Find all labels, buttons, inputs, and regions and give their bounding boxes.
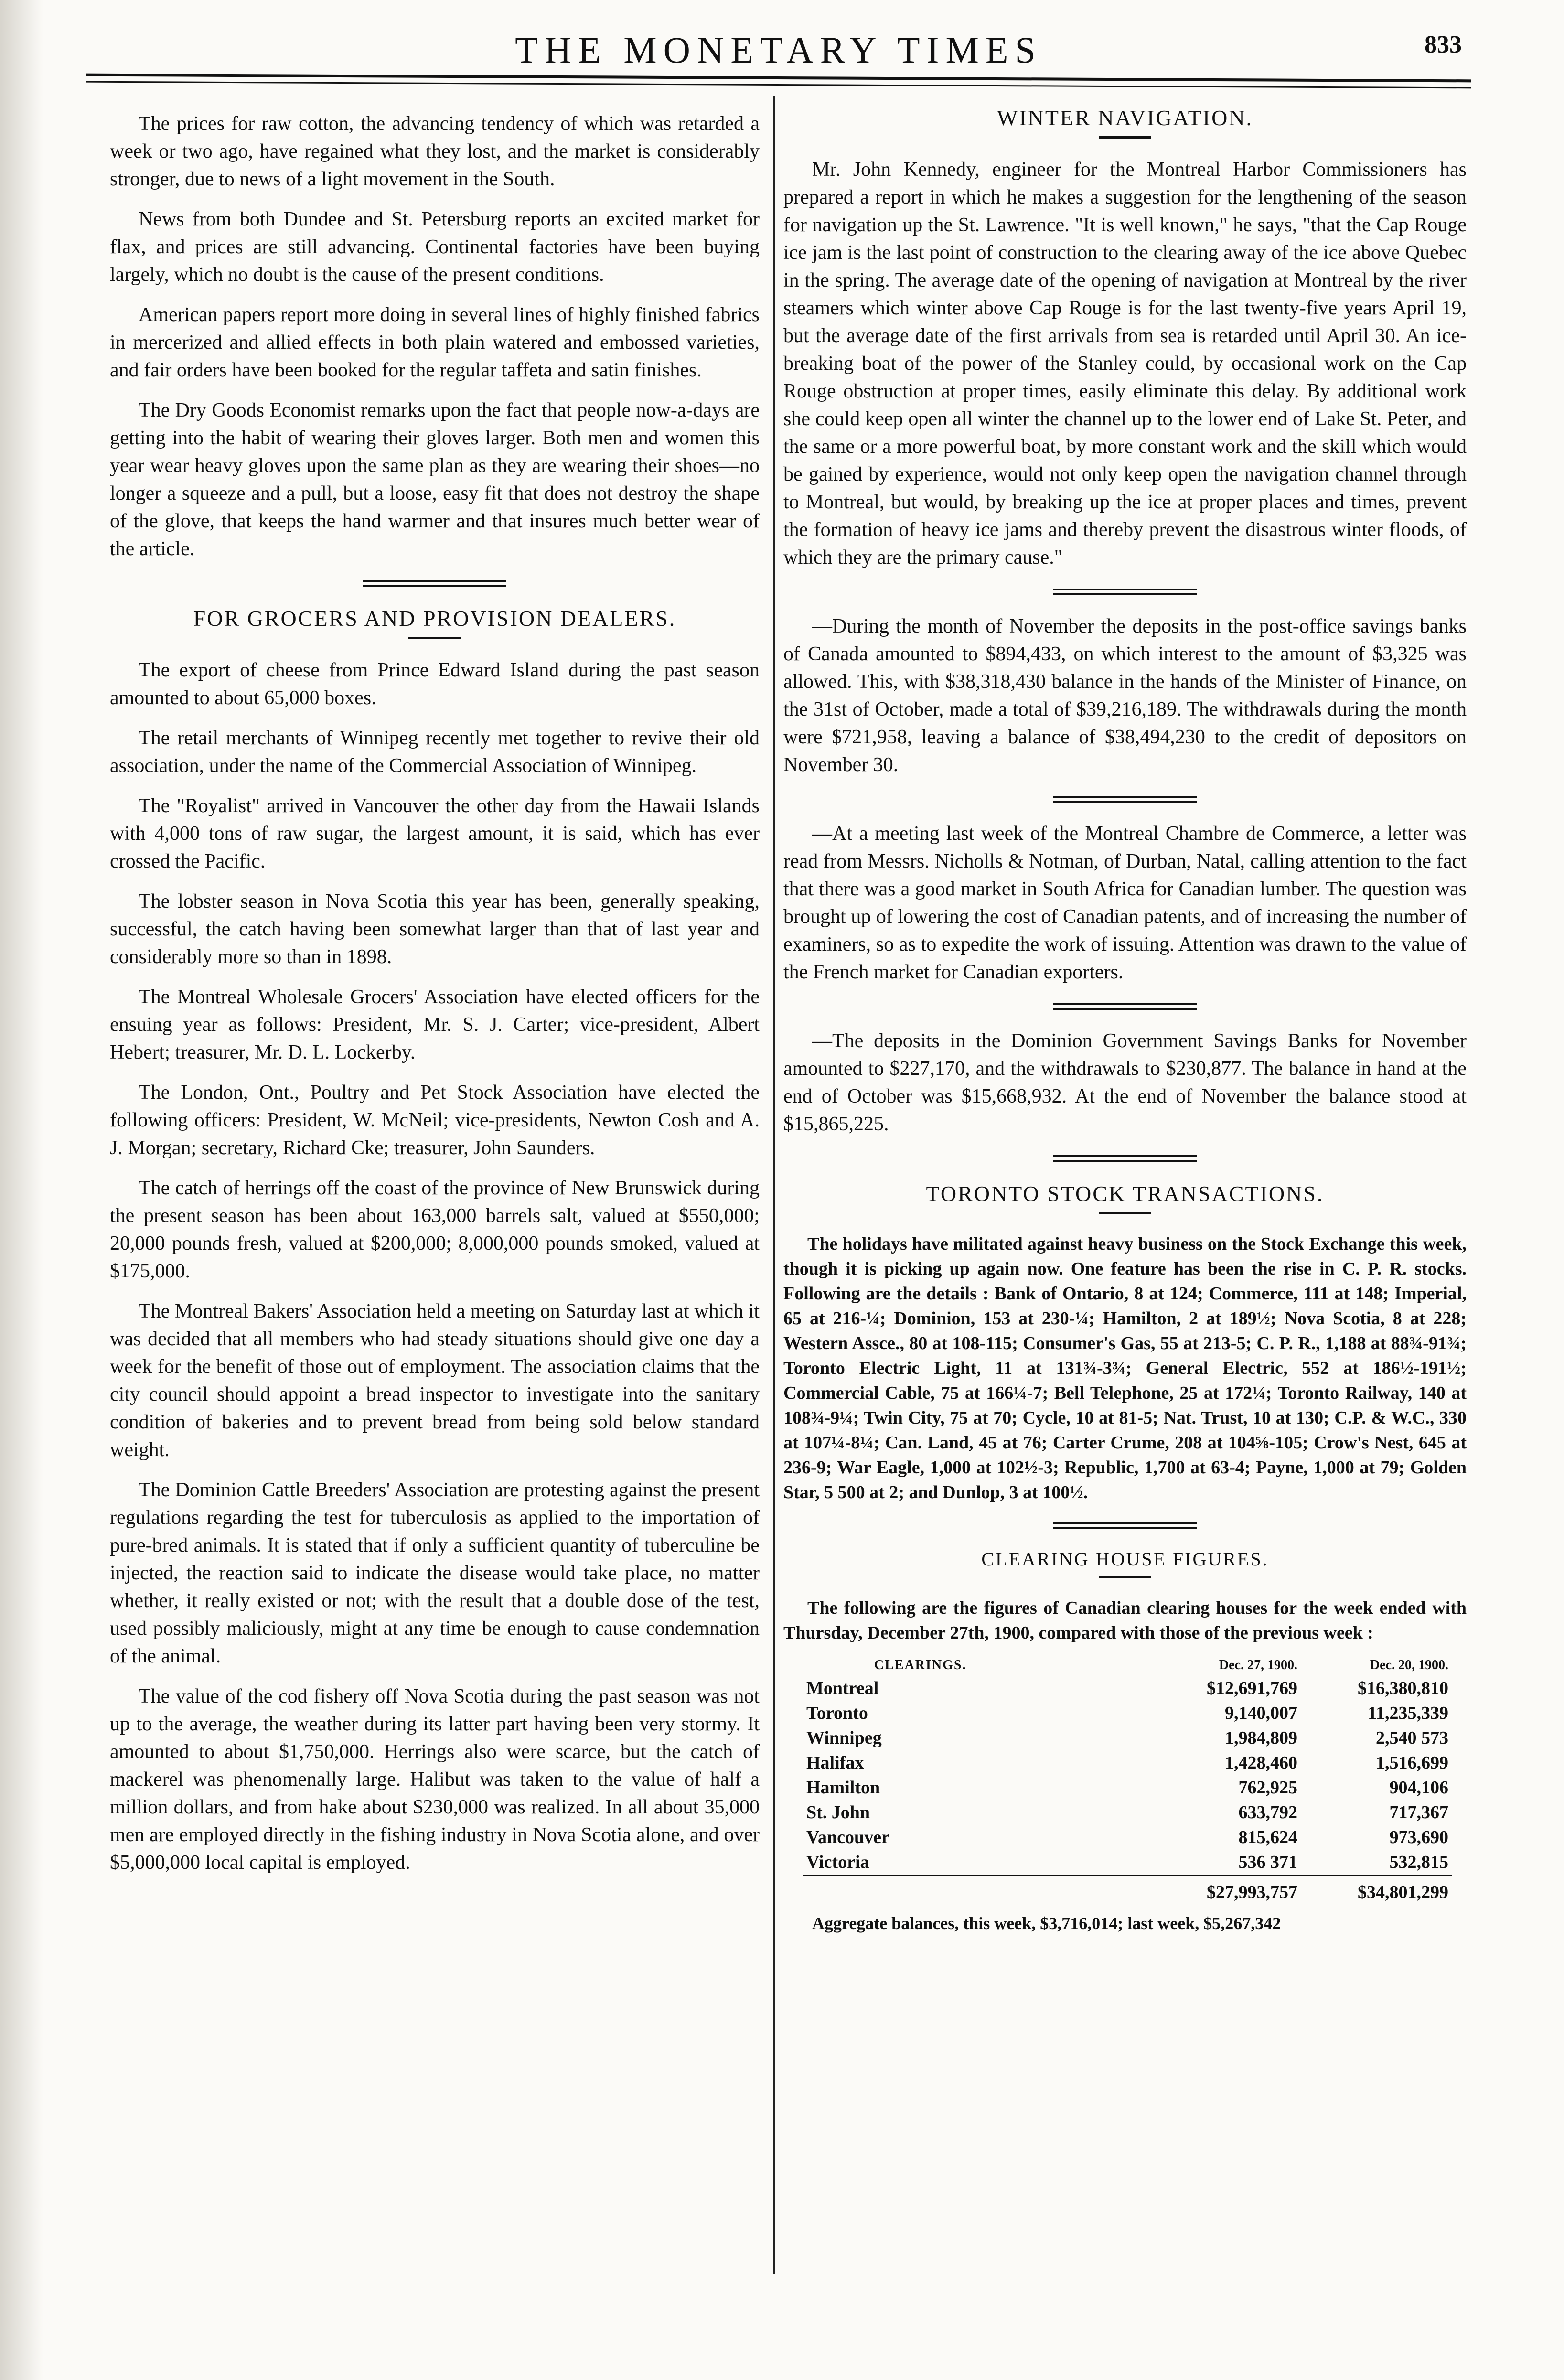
previous-clearing: 973,690 — [1389, 1827, 1448, 1847]
article-paragraph: The Dry Goods Economist remarks upon the fact that people now-a-days are getting into the habit of wearing their gloves larger. Both men and women this year wear heavy gloves upon the same plan as they are wearing their shoes—no longer a squeeze and a pull, but a loose, easy fit that does not destroy the shape of the glove, that keeps the hand warmer and that insures much better wear of the article. — [110, 399, 760, 560]
table-row — [803, 1726, 1452, 1750]
news-item: The catch of herrings off the coast of the province of New Brunswick during the present season has been about 163,000 barrels salt, valued at $550,000; 20,000 pounds fresh, valued at $200,000; 8,000,000 pounds smoked, valued at $175,000. — [110, 1177, 760, 1282]
total-current: $27,993,757 — [1150, 1876, 1301, 1905]
city-name: St. John — [806, 1802, 870, 1823]
clearing-table — [803, 1655, 1452, 1905]
section-divider — [1053, 796, 1197, 803]
city-name: Halifax — [806, 1753, 864, 1773]
news-item: The Montreal Bakers' Association held a meeting on Saturday last at which it was decided that all members who had steady situations should give one day a week for the benefit of those out of employment. The association claims that the city council should appoint a bread inspector to investigate into the sanitary condition of bakeries and to prevent bread from being sold below standard weight. — [110, 1300, 760, 1461]
news-item: The export of cheese from Prince Edward Island during the past season amounted to about 65,000 boxes. — [110, 659, 760, 709]
aggregate-balances: Aggregate balances, this week, $3,716,014; last week, $5,267,342 — [812, 1914, 1281, 1933]
total-label — [803, 1876, 1150, 1905]
news-item: The Montreal Wholesale Grocers' Association have elected officers for the ensuing year as follows: President, Mr. S. J. Carter; vice-president, Albert Hebert; treasurer, Mr. D. L. Lockerby. — [110, 986, 760, 1063]
table-row — [803, 1775, 1452, 1800]
current-clearing: 9,140,007 — [1225, 1703, 1297, 1723]
heading-rule — [1099, 1212, 1151, 1214]
news-item: The London, Ont., Poultry and Pet Stock Association have elected the following officers: President, W. McNeil; vice-presidents, Newton Cosh and A. J. Morgan; secretary, Richard Cke; treasurer, John Saunders. — [110, 1082, 760, 1159]
current-clearing: $12,691,769 — [1207, 1678, 1297, 1698]
total-previous: $34,801,299 — [1301, 1876, 1452, 1905]
current-clearing: 1,428,460 — [1225, 1753, 1297, 1773]
publication-title: THE MONETARY TIMES — [515, 29, 1042, 71]
heading-rule — [1099, 1576, 1151, 1578]
section-heading-clearing: CLEARING HOUSE FIGURES. — [981, 1548, 1269, 1570]
city-name: Toronto — [806, 1703, 868, 1723]
news-item: The Dominion Cattle Breeders' Association are protesting against the present regulations regarding the test for tuberculosis as applied to the importation of pure-bred animals. It is stated that if only a sufficient quantity of tuberculine be injected, the reaction said to indicate the disease would take place, no matter whether, it really existed or not; with the result that a double dose of the test, used possibly maliciously, might at any time be enough to cause condemnation of the animal. — [110, 1479, 760, 1667]
table-row — [803, 1750, 1452, 1775]
article-paragraph: Mr. John Kennedy, engineer for the Montreal Harbor Commissioners has prepared a report in which he makes a suggestion for the lengthening of the season for navigation up the St. Lawrence. "It is well known," he says, "that the Cap Rouge ice jam is the last point of construction to the clearing away of the ice above Quebec in the spring. The average date of the opening of navigation at Montreal by the river steamers which winter above Cap Rouge is for the last twenty-five years April 19, but the average date of the first arrivals from sea is retarded until April 30. An ice-breaking boat of the power of the Stanley could, by occasional work on the Cap Rouge obstruction at proper times, easily eliminate this delay. By additional work she could keep open all winter the channel up to the lower end of Lake St. Peter, and the same or a more powerful boat, by more constant work and the skill which would be gained by experience, would not only keep open the navigation channel through to Montreal, but would, by breaking up the ice at proper places and times, prevent the formation of heavy ice jams and thereby prevent the disastrous winter floods, of which they are the primary cause." — [783, 159, 1467, 568]
previous-clearing: $16,380,810 — [1358, 1678, 1448, 1698]
section-divider — [1053, 1522, 1197, 1529]
table-row — [803, 1676, 1452, 1701]
article-paragraph: The prices for raw cotton, the advancing tendency of which was retarded a week or two ago, have regained what they lost, and the market is considerably stronger, due to news of a light movement in the South. — [110, 113, 760, 190]
current-clearing: 815,624 — [1238, 1827, 1297, 1847]
clearing-intro: The following are the figures of Canadian clearing houses for the week ended with Thursday, December 27th, 1900, compared with those of the previous week : — [783, 1598, 1467, 1643]
news-item: The "Royalist" arrived in Vancouver the other day from the Hawaii Islands with 4,000 tons of raw sugar, the largest amount, it is said, which has ever crossed the Pacific. — [110, 795, 760, 872]
article-paragraph: American papers report more doing in several lines of highly finished fabrics in mercerized and allied effects in both plain watered and embossed varieties, and fair orders have been booked for the regular taffeta and satin finishes. — [110, 304, 760, 381]
city-name: Winnipeg — [806, 1728, 882, 1748]
table-row — [803, 1800, 1452, 1825]
previous-clearing: 2,540 573 — [1376, 1728, 1448, 1748]
table-row — [803, 1850, 1452, 1876]
news-item: —The deposits in the Dominion Government Savings Banks for November amounted to $227,170, and the withdrawals to $230,877. The balance in hand at the end of October was $15,668,932. At the end of November the balance stood at $15,865,225. — [783, 1030, 1467, 1135]
table-total-row — [803, 1876, 1452, 1905]
section-divider — [1053, 1003, 1197, 1010]
column-header-current: Dec. 27, 1900. — [1219, 1658, 1297, 1672]
city-name: Montreal — [806, 1678, 879, 1698]
current-clearing: 536 371 — [1238, 1852, 1297, 1872]
news-item: —At a meeting last week of the Montreal Chambre de Commerce, a letter was read from Messrs. Nicholls & Notman, of Durban, Natal, calling attention to the fact that there was a good market in South Africa for Canadian lumber. The question was brought up of lowering the cost of Canadian patents, and of increasing the number of examiners, so as to expedite the work of issuing. Attention was drawn to the value of the French market for Canadian exporters. — [783, 823, 1467, 983]
table-row — [803, 1701, 1452, 1726]
section-divider — [363, 580, 506, 587]
news-item: —During the month of November the deposits in the post-office savings banks of Canada amounted to $894,433, on which interest to the amount of $3,325 was allowed. This, with $38,318,430 balance in the hands of the Minister of Finance, on the 31st of October, made a total of $39,216,189. The withdrawals during the month were $721,958, leaving a balance of $38,494,230 to the credit of depositors on November 30. — [783, 615, 1467, 776]
news-item: The lobster season in Nova Scotia this year has been, generally speaking, successful, the catch having been somewhat larger than that of last year and considerably more so than in 1898. — [110, 890, 760, 968]
section-heading-stock: TORONTO STOCK TRANSACTIONS. — [926, 1181, 1324, 1206]
section-heading-winter: WINTER NAVIGATION. — [996, 106, 1253, 130]
news-item: The retail merchants of Winnipeg recently met together to revive their old association, under the name of the Commercial Association of Winnipeg. — [110, 727, 760, 777]
section-divider — [1053, 1155, 1197, 1162]
previous-clearing: 11,235,339 — [1368, 1703, 1448, 1723]
right-column — [783, 105, 1467, 1933]
column-header-clearings: CLEARINGS. — [874, 1658, 967, 1672]
table-row — [803, 1825, 1452, 1850]
current-clearing: 633,792 — [1238, 1802, 1297, 1823]
column-divider — [773, 96, 775, 2274]
left-column — [110, 110, 760, 1889]
section-divider — [1053, 589, 1197, 595]
table-header-row — [803, 1655, 1452, 1676]
heading-rule — [408, 637, 461, 639]
previous-clearing: 1,516,699 — [1376, 1753, 1448, 1773]
previous-clearing: 904,106 — [1389, 1778, 1448, 1798]
heading-rule — [1099, 136, 1151, 139]
previous-clearing: 532,815 — [1389, 1852, 1448, 1872]
binding-shadow — [0, 0, 43, 2380]
column-header-previous: Dec. 20, 1900. — [1370, 1658, 1448, 1672]
page-number: 833 — [1425, 31, 1462, 58]
article-paragraph: News from both Dundee and St. Petersburg reports an excited market for flax, and prices are still advancing. Continental factories have been buying largely, which no doubt is the cause of the present conditions. — [110, 208, 760, 286]
city-name: Hamilton — [806, 1778, 880, 1798]
city-name: Victoria — [806, 1852, 869, 1872]
city-name: Vancouver — [806, 1827, 889, 1847]
previous-clearing: 717,367 — [1389, 1802, 1448, 1823]
stock-transactions: The holidays have militated against heavy business on the Stock Exchange this week, though it is picking up again now. One feature has been the rise in C. P. R. stocks. Following are the details : Bank of Ontario, 8 at 124; Commerce, 111 at 148; Imperial, 65 at 216-¼; Dominion, 153 at 230-¼; Hamilton, 2 at 189½; Nova Scotia, 8 at 228; Western Assce., 80 at 108-115; Consumer's Gas, 55 at 213-5; C. P. R., 1,188 at 88¾-91¾; Toronto Electric Light, 11 at 131¾-3¾; General Electric, 552 at 186½-191½; Commercial Cable, 75 at 166¼-7; Bell Telephone, 25 at 172¼; Toronto Railway, 140 at 108¾-9¼; Twin City, 75 at 70; Cycle, 10 at 81-5; Nat. Trust, 10 at 130; C.P. & W.C., 330 at 107¼-8¼; Can. Land, 45 at 76; Carter Crume, 208 at 104⅝-105; Crow's Nest, 645 at 236-9; War Eagle, 1,000 at 102½-3; Republic, 1,700 at 63-4; Payne, 1,000 at 79; Golden Star, 5 500 at 2; and Dunlop, 3 at 100½. — [783, 1234, 1467, 1502]
current-clearing: 762,925 — [1238, 1778, 1297, 1798]
news-item: The value of the cod fishery off Nova Scotia during the past season was not up to the average, the weather during its latter part having been very stormy. It amounted to about $1,750,000. Herrings also were scarce, but the catch of mackerel was phenomenally large. Halibut was taken to the value of half a million dollars, and from hake about $230,000 was realized. In all about 35,000 men are employed directly in the fishing industry in Nova Scotia alone, and over $5,000,000 local capital is employed. — [110, 1685, 760, 1874]
section-heading-grocers: FOR GROCERS AND PROVISION DEALERS. — [193, 606, 676, 631]
current-clearing: 1,984,809 — [1225, 1728, 1297, 1748]
